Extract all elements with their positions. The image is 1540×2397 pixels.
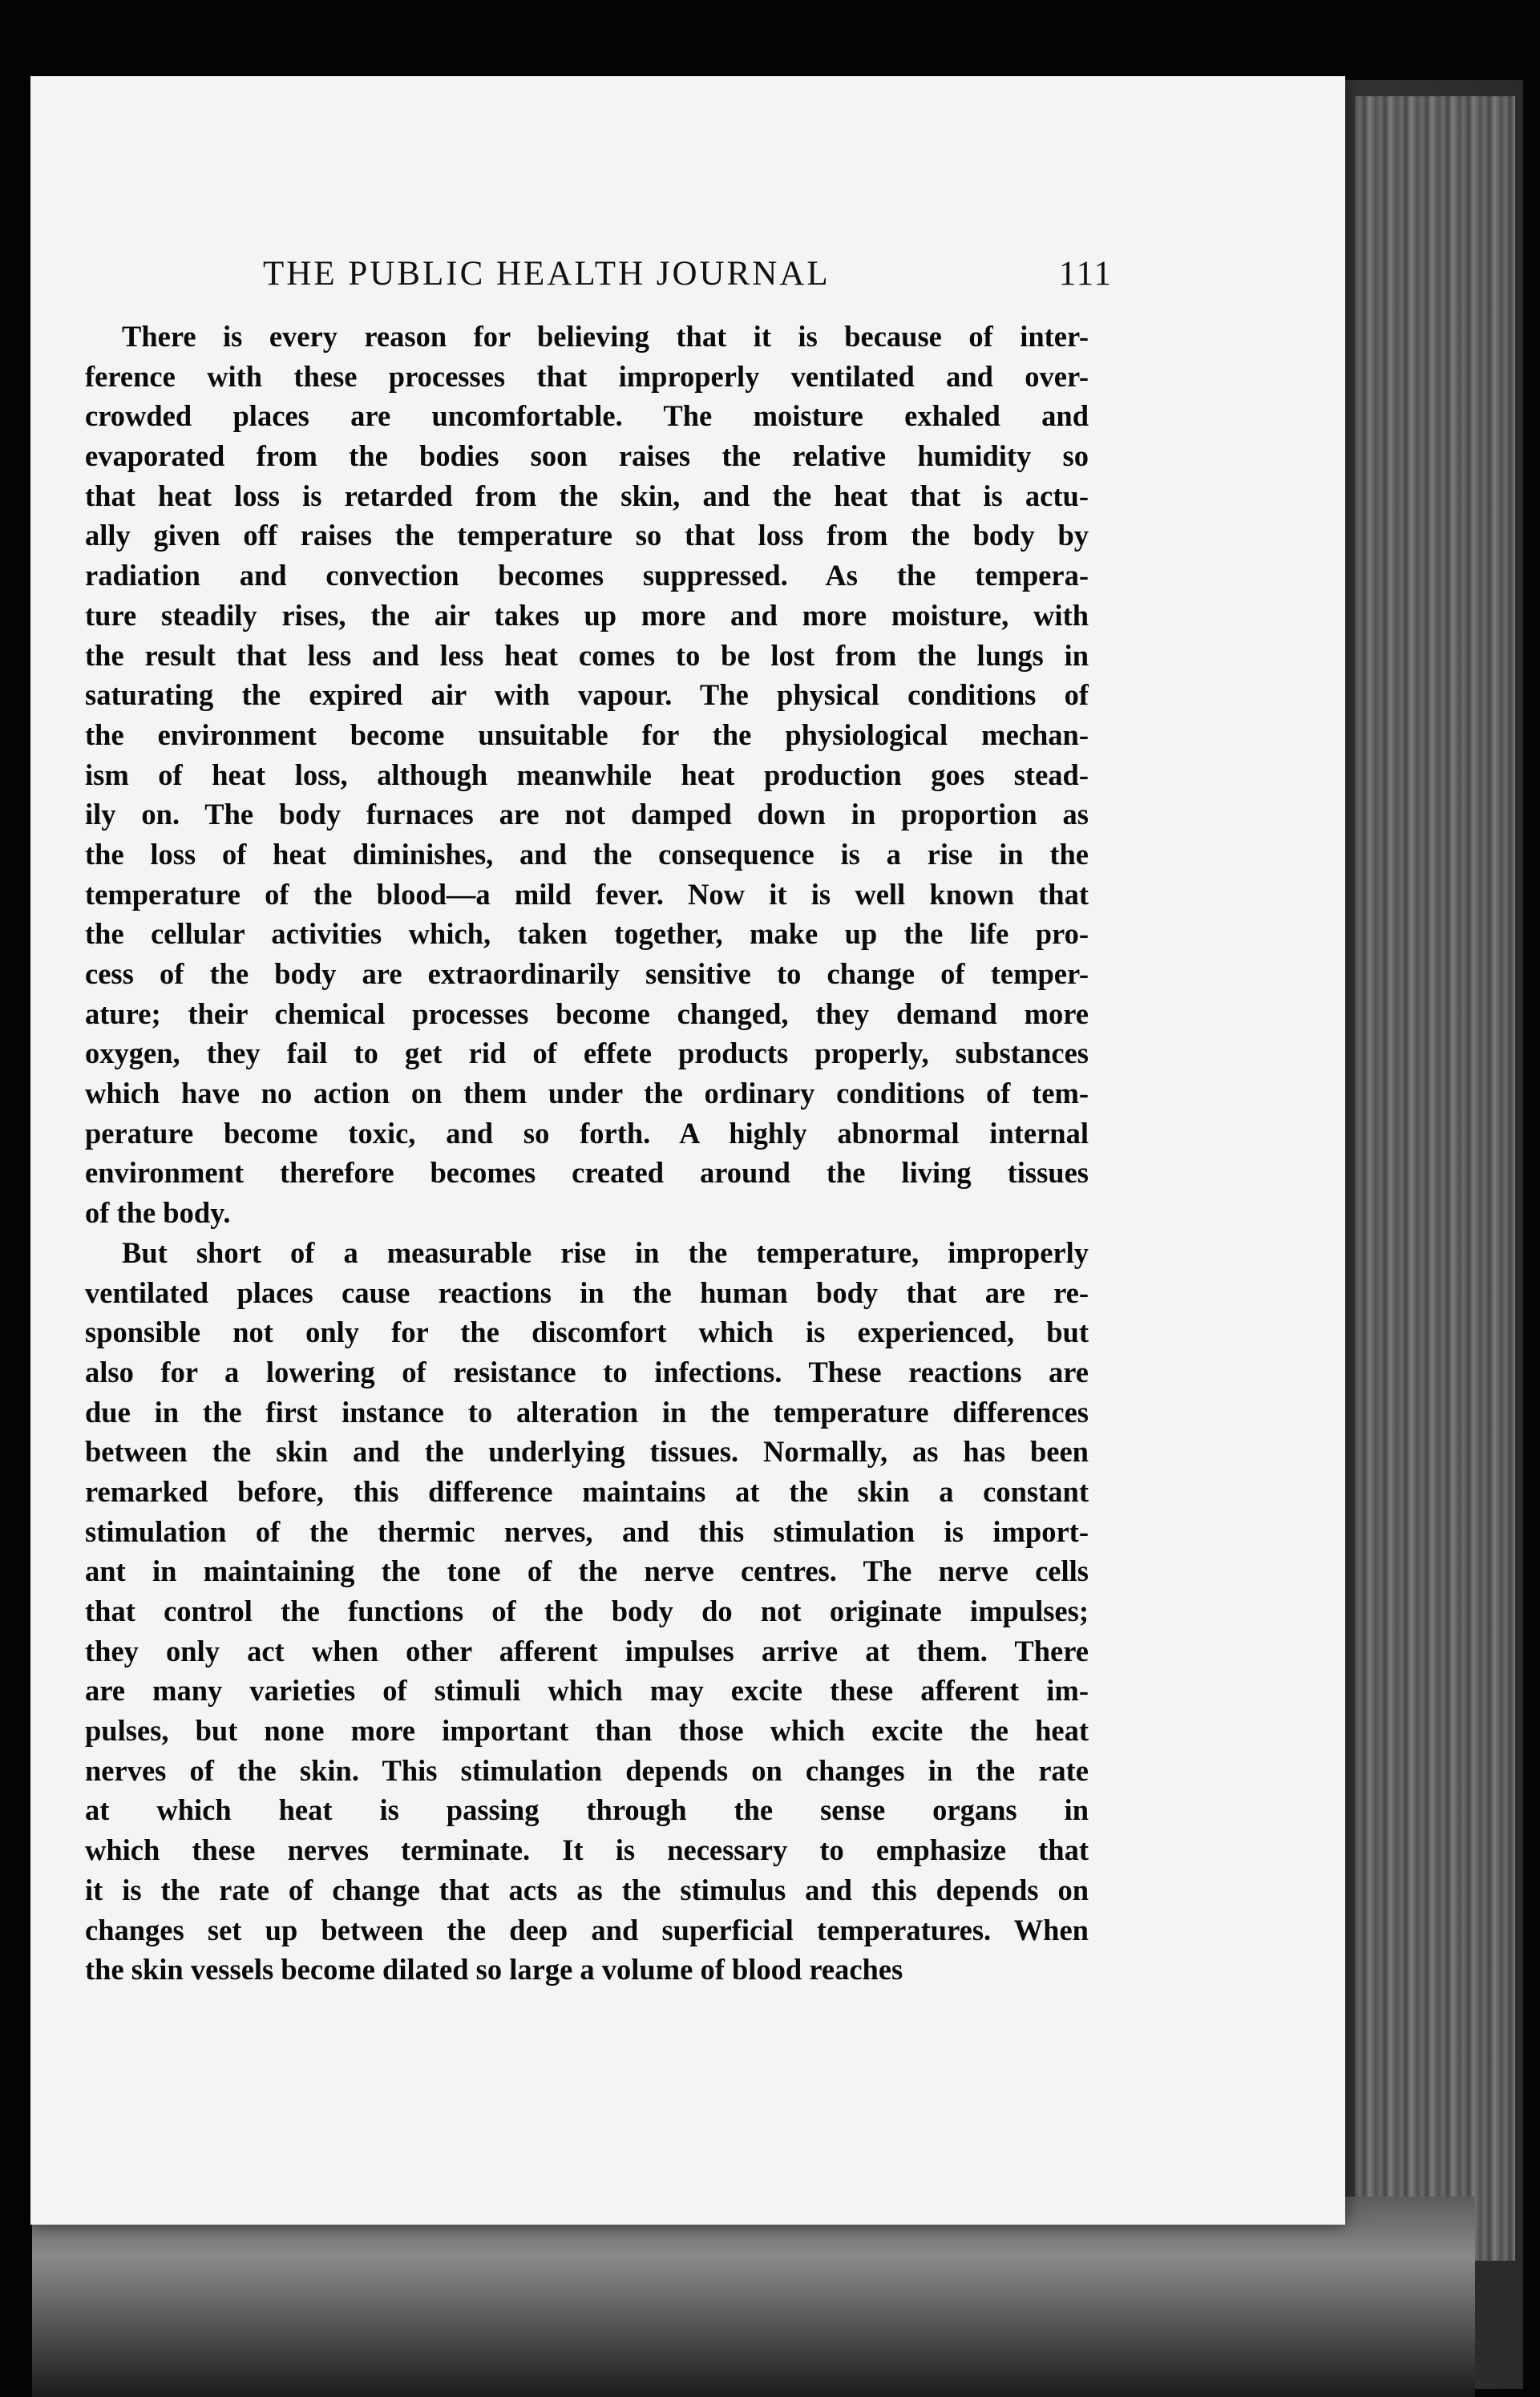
text-line: sponsible not only for the discomfort which is experienced, but: [85, 1316, 1089, 1349]
text-line: it is the rate of change that acts as the stimulus and this depends on: [85, 1873, 1089, 1906]
text-line: the loss of heat diminishes, and the consequence is a rise in the: [85, 837, 1089, 871]
text-line: the skin vessels become dilated so large a volume of blood reaches: [85, 1953, 903, 1987]
text-line: which these nerves terminate. It is necessary to emphasize that: [85, 1833, 1089, 1867]
body-text: [85, 317, 1089, 1990]
book-bottom-edge: [32, 2197, 1475, 2397]
text-line: oxygen, they fail to get rid of effete products properly, substances: [85, 1037, 1089, 1070]
text-line: temperature of the blood—a mild fever. Now it is well known that: [85, 877, 1089, 911]
text-line: they only act when other afferent impulses arrive at them. There: [85, 1634, 1089, 1667]
paragraph: [85, 1233, 1089, 1990]
text-line: which have no action on them under the ordinary conditions of tem-: [85, 1077, 1089, 1110]
text-line: perature become toxic, and so forth. A highly abnormal internal: [85, 1116, 1089, 1150]
text-line: pulses, but none more important than those which excite the heat: [85, 1714, 1089, 1748]
text-line: saturating the expired air with vapour. The physical conditions of: [85, 678, 1089, 712]
text-line: the environment become unsuitable for the physiological mechan-: [85, 717, 1089, 751]
text-line: also for a lowering of resistance to infections. These reactions are: [85, 1355, 1089, 1388]
text-line: due in the first instance to alteration in the temperature differences: [85, 1395, 1089, 1429]
text-line: ture steadily rises, the air takes up more and more moisture, with: [85, 598, 1089, 632]
paragraph: [85, 317, 1089, 1233]
text-line: that control the functions of the body do not originate impulses;: [85, 1595, 1089, 1627]
text-line: ature; their chemical processes become changed, they demand more: [85, 996, 1089, 1030]
text-line: environment therefore becomes created around the living tissues: [85, 1156, 1089, 1190]
text-line: ism of heat loss, although meanwhile heat production goes stead-: [85, 758, 1089, 791]
journal-title: THE PUBLIC HEALTH JOURNAL: [263, 255, 831, 293]
text-line: nerves of the skin. This stimulation depends on changes in the rate: [85, 1753, 1089, 1787]
text-line: stimulation of the thermic nerves, and this stimulation is import-: [85, 1514, 1089, 1548]
text-line: ally given off raises the temperature so that loss from the body by: [85, 519, 1089, 552]
text-line: changes set up between the deep and superficial temperatures. When: [85, 1913, 1089, 1946]
text-line: crowded places are uncomfortable. The moisture exhaled and: [85, 399, 1089, 433]
running-head: [263, 254, 1113, 293]
text-line: evaporated from the bodies soon raises the relative humidity so: [85, 439, 1089, 473]
text-line: the cellular activities which, taken together, make up the life pro-: [85, 917, 1089, 951]
journal-page: [30, 76, 1345, 2225]
text-line: cess of the body are extraordinarily sensitive to change of temper-: [85, 957, 1089, 990]
text-line: ference with these processes that improperly ventilated and over-: [85, 359, 1089, 393]
text-line: But short of a measurable rise in the temperature, improperly: [122, 1235, 1089, 1269]
text-line: radiation and convection becomes suppressed. As the tempera-: [85, 559, 1089, 592]
text-line: of the body.: [85, 1196, 231, 1230]
text-line: remarked before, this difference maintains at the skin a constant: [85, 1474, 1089, 1508]
text-line: There is every reason for believing that it is because of inter-: [122, 320, 1089, 353]
text-line: ant in maintaining the tone of the nerve centres. The nerve cells: [85, 1554, 1089, 1588]
text-line: that heat loss is retarded from the skin, and the heat that is actu-: [85, 479, 1089, 512]
text-line: at which heat is passing through the sense organs in: [85, 1793, 1089, 1827]
text-line: are many varieties of stimuli which may excite these afferent im-: [85, 1674, 1089, 1708]
page-stack-edge: [1355, 96, 1515, 2261]
text-line: ily on. The body furnaces are not damped down in proportion as: [85, 798, 1089, 831]
text-line: the result that less and less heat comes to be lost from the lungs in: [85, 638, 1089, 672]
text-line: ventilated places cause reactions in the human body that are re-: [85, 1275, 1089, 1309]
page-number: 111: [1058, 255, 1113, 293]
text-line: between the skin and the underlying tissues. Normally, as has been: [85, 1435, 1089, 1469]
